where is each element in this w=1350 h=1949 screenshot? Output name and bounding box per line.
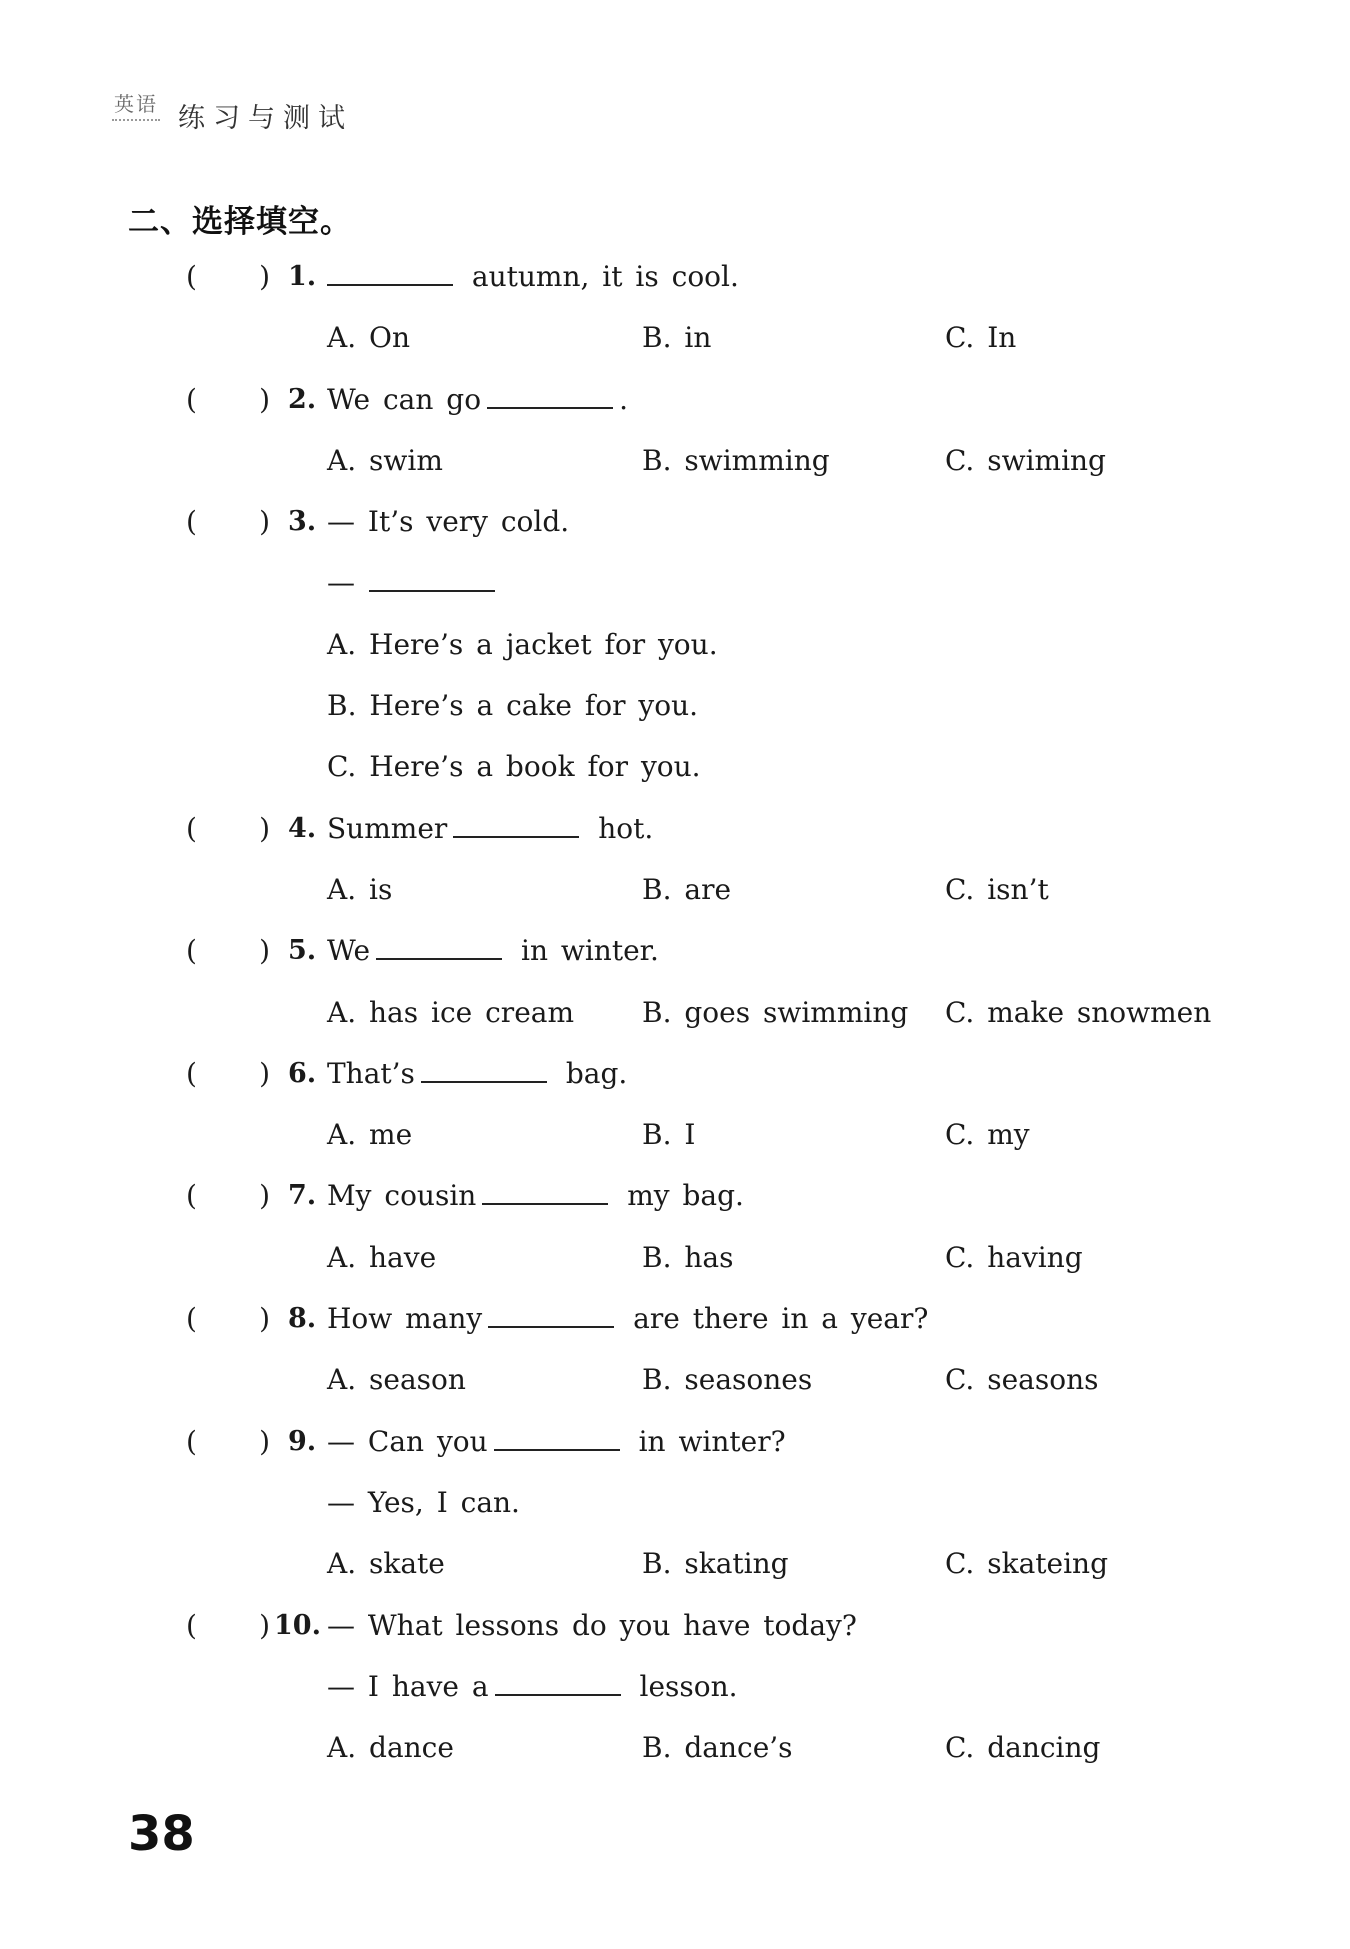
question-text xyxy=(327,375,628,425)
option-b[interactable]: B. seasones xyxy=(642,1363,813,1397)
answer-bracket[interactable]: ( ) xyxy=(186,1424,270,1458)
question-number: 4. xyxy=(288,812,317,844)
question-text xyxy=(327,926,659,976)
option-b[interactable]: B. Here’s a cake for you. xyxy=(327,689,699,723)
question-text xyxy=(327,1417,786,1467)
question-text-after: bag. xyxy=(565,1056,628,1090)
answer-blank xyxy=(487,375,613,409)
answer-blank xyxy=(369,558,495,592)
question-text: — What lessons do you have today? xyxy=(327,1608,857,1642)
option-b[interactable]: B. I xyxy=(642,1118,696,1152)
question-text-before: My cousin xyxy=(327,1179,477,1213)
answer-bracket[interactable]: ( ) xyxy=(186,1302,270,1336)
page-number: 38 xyxy=(128,1806,195,1862)
option-b[interactable]: B. skating xyxy=(642,1547,789,1581)
option-c[interactable]: C. isn’t xyxy=(945,872,1049,906)
options-9 xyxy=(0,1539,1350,1600)
question-text-after: autumn, it is cool. xyxy=(471,260,739,293)
options-1 xyxy=(0,313,1350,374)
question-4 xyxy=(0,804,1350,865)
question-text-before: How many xyxy=(327,1302,483,1336)
question-7 xyxy=(0,1171,1350,1232)
option-b[interactable]: B. has xyxy=(642,1240,734,1274)
question-text xyxy=(327,1294,928,1344)
question-number: 6. xyxy=(288,1057,317,1089)
question-text xyxy=(327,252,739,302)
option-a[interactable]: A. has ice cream xyxy=(327,995,575,1029)
option-c-row xyxy=(0,742,1350,803)
options-2 xyxy=(0,436,1350,497)
question-9 xyxy=(0,1417,1350,1478)
options-8 xyxy=(0,1355,1350,1416)
option-a[interactable]: A. have xyxy=(327,1240,437,1274)
options-10 xyxy=(0,1723,1350,1784)
option-a[interactable]: A. me xyxy=(327,1118,413,1152)
question-number: 9. xyxy=(288,1425,317,1457)
options-5 xyxy=(0,988,1350,1049)
question-text-before: That’s xyxy=(327,1056,415,1090)
answer-blank xyxy=(453,804,579,838)
reply-line xyxy=(327,558,501,608)
reply-text-after: lesson. xyxy=(639,1669,738,1703)
question-2 xyxy=(0,375,1350,436)
answer-blank xyxy=(482,1171,608,1205)
question-text-after: my bag. xyxy=(627,1179,744,1213)
answer-blank xyxy=(488,1294,614,1328)
question-9-reply xyxy=(0,1478,1350,1539)
option-c[interactable]: C. dancing xyxy=(945,1731,1101,1765)
answer-bracket[interactable]: ( ) xyxy=(186,934,270,968)
answer-blank xyxy=(327,252,453,286)
question-text-after: in winter? xyxy=(638,1424,786,1458)
option-a[interactable]: A. season xyxy=(327,1363,466,1397)
question-text xyxy=(327,1171,744,1221)
question-text-after: are there in a year? xyxy=(633,1302,929,1336)
answer-bracket[interactable]: ( ) xyxy=(186,382,270,416)
option-c[interactable]: C. having xyxy=(945,1240,1083,1274)
reply-line: — Yes, I can. xyxy=(327,1485,520,1519)
options-6 xyxy=(0,1110,1350,1171)
option-c[interactable]: C. Here’s a book for you. xyxy=(327,750,701,784)
option-a[interactable]: A. skate xyxy=(327,1547,445,1581)
question-8 xyxy=(0,1294,1350,1355)
question-number: 3. xyxy=(288,506,317,538)
reply-line xyxy=(327,1662,738,1712)
options-4 xyxy=(0,865,1350,926)
option-c[interactable]: C. skateing xyxy=(945,1547,1108,1581)
question-text-before: We can go xyxy=(327,382,482,416)
question-text-before: We xyxy=(327,934,371,968)
option-a[interactable]: A. is xyxy=(327,872,393,906)
option-b[interactable]: B. swimming xyxy=(642,443,830,477)
option-a[interactable]: A. dance xyxy=(327,1731,454,1765)
reply-text-before: — I have a xyxy=(327,1669,489,1703)
subject-tag: 英语 xyxy=(112,88,160,121)
answer-bracket[interactable]: ( ) xyxy=(186,260,270,293)
question-number: 7. xyxy=(288,1180,317,1212)
question-text-before: Summer xyxy=(327,811,448,845)
reply-dash: — xyxy=(327,566,355,600)
question-text-after: in winter. xyxy=(520,934,659,968)
option-a[interactable]: A. On xyxy=(327,321,411,355)
question-10 xyxy=(0,1601,1350,1662)
book-title: 练习与测试 xyxy=(178,103,353,134)
option-b[interactable]: B. in xyxy=(642,321,712,355)
answer-blank xyxy=(494,1417,620,1451)
question-6 xyxy=(0,1049,1350,1110)
section-title: 二、选择填空。 xyxy=(128,204,352,240)
question-text-after: hot. xyxy=(598,811,654,845)
option-b-row xyxy=(0,681,1350,742)
option-c[interactable]: C. make snowmen xyxy=(945,995,1212,1029)
question-list xyxy=(0,252,1350,1784)
page-header xyxy=(112,82,353,134)
answer-bracket[interactable]: ( ) xyxy=(186,1056,270,1090)
question-number: 10. xyxy=(274,1609,321,1641)
option-b[interactable]: B. goes swimming xyxy=(642,995,909,1029)
options-7 xyxy=(0,1233,1350,1294)
question-10-reply xyxy=(0,1662,1350,1723)
question-text: — It’s very cold. xyxy=(327,505,570,539)
answer-bracket[interactable]: ( ) xyxy=(186,811,270,845)
question-text-before: — Can you xyxy=(327,1424,488,1458)
option-a-row xyxy=(0,620,1350,681)
question-number: 8. xyxy=(288,1303,317,1335)
question-text-after: . xyxy=(619,382,628,416)
answer-blank xyxy=(376,926,502,960)
question-3-reply xyxy=(0,558,1350,619)
answer-blank xyxy=(421,1049,547,1083)
question-5 xyxy=(0,926,1350,987)
option-b[interactable]: B. dance’s xyxy=(642,1731,793,1765)
option-c[interactable]: C. seasons xyxy=(945,1363,1099,1397)
question-3 xyxy=(0,497,1350,558)
question-1 xyxy=(0,252,1350,313)
answer-bracket[interactable]: ( ) xyxy=(186,1179,270,1213)
option-a[interactable]: A. swim xyxy=(327,443,443,477)
question-text xyxy=(327,1049,627,1099)
option-c[interactable]: C. my xyxy=(945,1118,1030,1152)
answer-blank xyxy=(495,1662,621,1696)
question-number: 2. xyxy=(288,383,317,415)
answer-bracket[interactable]: ( ) xyxy=(186,505,270,539)
option-a[interactable]: A. Here’s a jacket for you. xyxy=(327,627,718,661)
option-b[interactable]: B. are xyxy=(642,872,732,906)
question-number: 1. xyxy=(288,261,317,292)
option-c[interactable]: C. swiming xyxy=(945,443,1106,477)
question-number: 5. xyxy=(288,935,317,967)
question-text xyxy=(327,804,653,854)
answer-bracket[interactable]: ( ) xyxy=(186,1608,270,1642)
option-c[interactable]: C. In xyxy=(945,321,1017,355)
